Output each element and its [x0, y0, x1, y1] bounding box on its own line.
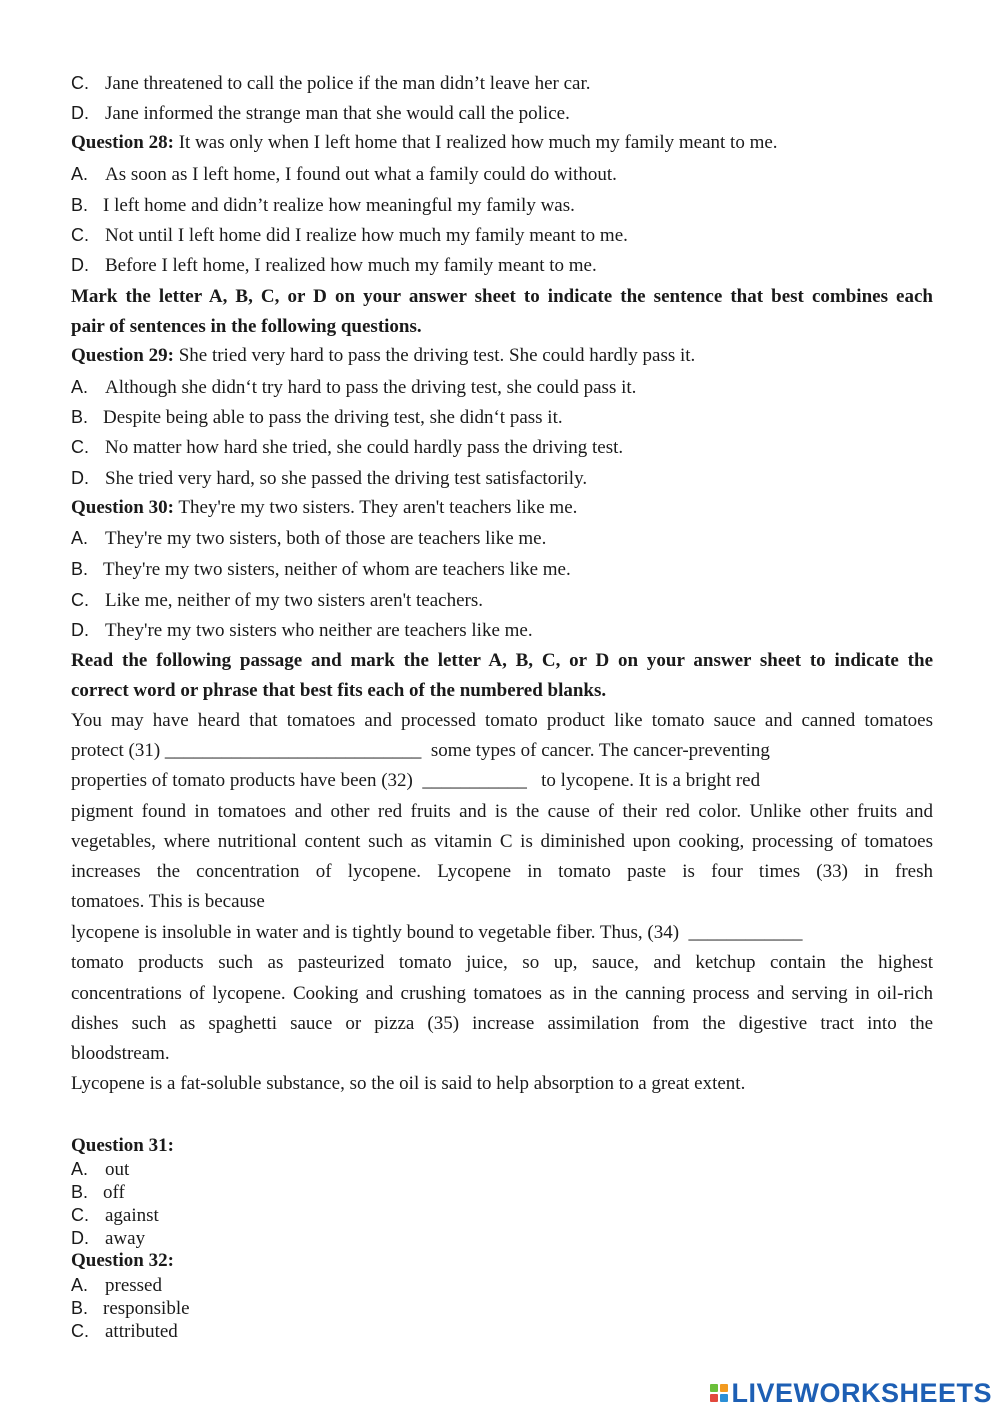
- passage-line: Lycopene is a fat-soluble substance, so the oil is said to help absorption to a great extent.: [71, 1073, 746, 1094]
- question-32: Question 32:: [71, 1250, 174, 1271]
- option-c: C. Not until I left home did I realize how much my family meant to me.: [71, 225, 628, 246]
- passage-line: increases the concentration of lycopene. Lycopene in tomato paste is four times (33) in fresh: [71, 861, 933, 882]
- option-c: C. attributed: [71, 1321, 178, 1342]
- option-b: B. They're my two sisters, neither of whom are teachers like me.: [71, 559, 571, 580]
- option-c: C. against: [71, 1205, 159, 1226]
- passage-line: vegetables, where nutritional content such as vitamin C is diminished upon cooking, processing of tomatoes: [71, 831, 933, 852]
- option-d: D. They're my two sisters who neither are teachers like me.: [71, 620, 533, 641]
- instruction-combine: Mark the letter A, B, C, or D on your answer sheet to indicate the sentence that best combines each: [71, 286, 933, 307]
- passage-line: dishes such as spaghetti sauce or pizza (35) increase assimilation from the digestive tract into the: [71, 1013, 933, 1034]
- passage-line: tomato products such as pasteurized tomato juice, so up, sauce, and ketchup contain the highest: [71, 952, 933, 973]
- instruction-passage-cont: correct word or phrase that best fits each of the numbered blanks.: [71, 680, 607, 701]
- option-d: D. away: [71, 1228, 146, 1249]
- passage-line: You may have heard that tomatoes and processed tomato product like tomato sauce and canned tomatoes: [71, 710, 933, 731]
- option-a: A. pressed: [71, 1275, 162, 1296]
- question-28: Question 28: It was only when I left home that I realized how much my family meant to me.: [71, 132, 778, 153]
- instruction-combine-cont: pair of sentences in the following questions.: [71, 316, 422, 337]
- passage-line: properties of tomato products have been (32) ___________ to lycopene. It is a bright red: [71, 770, 761, 791]
- option-c: C. No matter how hard she tried, she could hardly pass the driving test.: [71, 437, 624, 458]
- passage-line: lycopene is insoluble in water and is tightly bound to vegetable fiber. Thus, (34) ____________: [71, 922, 803, 943]
- option-a: A. out: [71, 1159, 130, 1180]
- option-d: D. Jane informed the strange man that she would call the police.: [71, 103, 570, 124]
- question-30: Question 30: They're my two sisters. They aren't teachers like me.: [71, 497, 578, 518]
- instruction-passage: Read the following passage and mark the letter A, B, C, or D on your answer sheet to indicate the: [71, 650, 933, 671]
- option-a: A. As soon as I left home, I found out what a family could do without.: [71, 164, 617, 185]
- logo-text: LIVEWORKSHEETS: [731, 1377, 992, 1408]
- option-d: D. Before I left home, I realized how much my family meant to me.: [71, 255, 597, 276]
- option-c: C. Jane threatened to call the police if the man didn’t leave her car.: [71, 73, 591, 94]
- option-c: C. Like me, neither of my two sisters aren't teachers.: [71, 590, 484, 611]
- passage-line: tomatoes. This is because: [71, 891, 265, 912]
- question-29: Question 29: She tried very hard to pass the driving test. She could hardly pass it.: [71, 345, 696, 366]
- option-b: B. off: [71, 1182, 125, 1203]
- option-a: A. They're my two sisters, both of those are teachers like me.: [71, 528, 547, 549]
- option-a: A. Although she didn‘t try hard to pass the driving test, she could pass it.: [71, 377, 637, 398]
- liveworksheets-logo[interactable]: [710, 1378, 992, 1408]
- passage-line: protect (31) ___________________________ some types of cancer. The cancer-preventing: [71, 740, 770, 761]
- passage-line: pigment found in tomatoes and other red fruits and is the cause of their red color. Unlike other fruits and: [71, 801, 933, 822]
- logo-mark-icon: [710, 1384, 728, 1402]
- option-b: B. responsible: [71, 1298, 190, 1319]
- passage-line: concentrations of lycopene. Cooking and crushing tomatoes as in the canning process and serving in oil-rich: [71, 983, 933, 1004]
- option-b: B. I left home and didn’t realize how meaningful my family was.: [71, 195, 575, 216]
- passage-line: bloodstream.: [71, 1043, 170, 1064]
- option-d: D. She tried very hard, so she passed the driving test satisfactorily.: [71, 468, 588, 489]
- question-31: Question 31:: [71, 1135, 174, 1156]
- option-b: B. Despite being able to pass the driving test, she didn‘t pass it.: [71, 407, 563, 428]
